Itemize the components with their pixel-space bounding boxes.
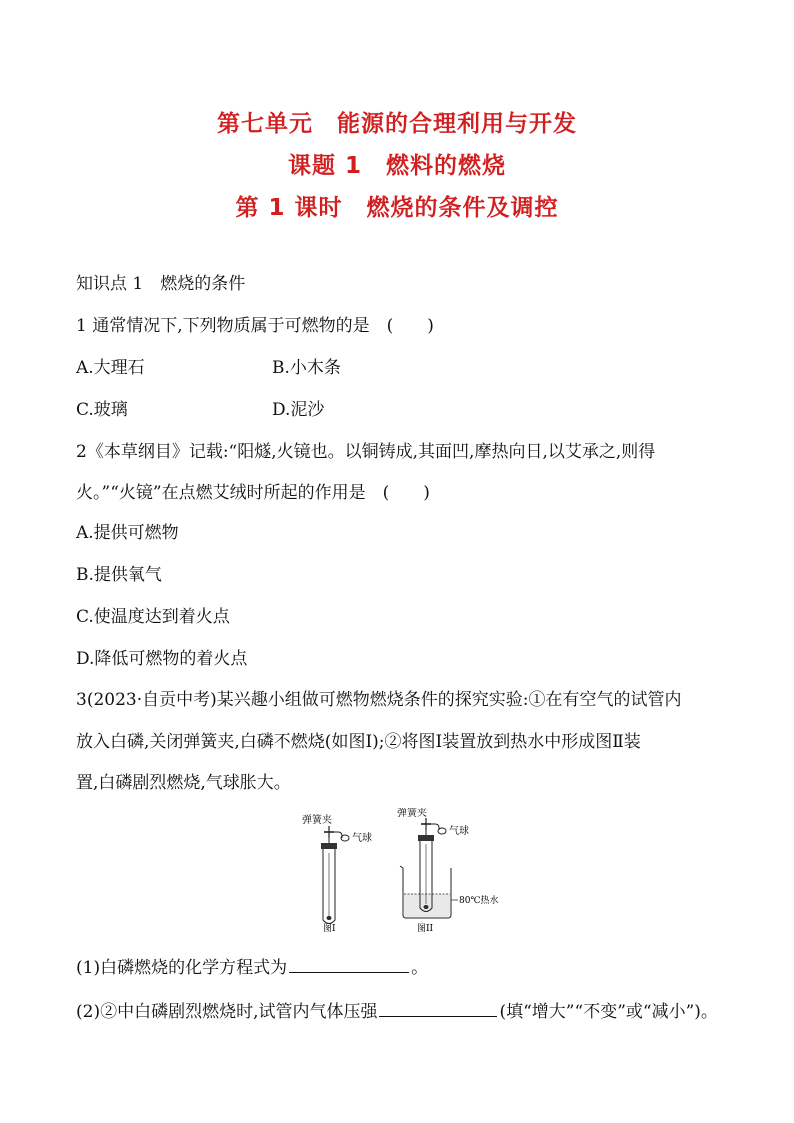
q2-stem-line1: 2《本草纲目》记载:“阳燧,火镜也。以铜铸成,其面凹,摩热向日,以艾承之,则得	[76, 442, 656, 462]
q3-sub1-end: 。	[411, 958, 429, 978]
q3-sub1-text: (1)白磷燃烧的化学方程式为	[76, 958, 288, 978]
fig2-clip-label: 弹簧夹	[397, 808, 427, 819]
q1-option-a: A.大理石	[76, 358, 145, 378]
fig1-balloon-label: 气球	[352, 833, 372, 844]
q3-sub2	[76, 1000, 718, 1024]
lesson-title: 课题 1 燃料的燃烧	[287, 153, 506, 179]
fig1-clip-label: 弹簧夹	[302, 815, 332, 826]
q3-sub1-answer-blank[interactable]	[289, 971, 409, 973]
fig2-caption: 图II	[417, 924, 434, 933]
q1-option-c: C.玻璃	[76, 400, 128, 420]
q3-sub2-answer-blank[interactable]	[379, 1015, 497, 1017]
q3-sub2-text: (2)②中白磷剧烈燃烧时,试管内气体压强	[76, 1002, 378, 1022]
fig2-balloon-label: 气球	[449, 826, 469, 837]
q1-option-b: B.小木条	[272, 358, 341, 378]
q1-stem: 1 通常情况下,下列物质属于可燃物的是 ( )	[76, 316, 434, 336]
q3-sub2-end: (填“增大”“不变”或“减小”)。	[499, 1002, 718, 1022]
q2-option-b: B.提供氧气	[76, 565, 162, 585]
section-label: 知识点 1 燃烧的条件	[76, 274, 246, 294]
q1-option-d: D.泥沙	[272, 400, 325, 420]
q3-stem-line1: 3(2023·自贡中考)某兴趣小组做可燃物燃烧条件的探究实验:①在有空气的试管内	[76, 690, 682, 710]
q2-option-d: D.降低可燃物的着火点	[76, 649, 248, 669]
figure-1-apparatus	[321, 826, 349, 924]
fig1-caption: 图I	[323, 924, 336, 933]
q3-stem-line2: 放入白磷,关闭弹簧夹,白磷不燃烧(如图Ⅰ);②将图Ⅰ装置放到热水中形成图Ⅱ装	[76, 732, 641, 752]
q2-option-a: A.提供可燃物	[76, 523, 179, 543]
q3-stem-line3: 置,白磷剧烈燃烧,气球胀大。	[76, 773, 291, 793]
q3-sub1	[76, 956, 428, 980]
q2-option-c: C.使温度达到着火点	[76, 607, 230, 627]
q2-stem-line2: 火。”“火镜”在点燃艾绒时所起的作用是 ( )	[76, 483, 430, 503]
experiment-figure	[300, 808, 500, 933]
period-title: 第 1 课时 燃烧的条件及调控	[235, 195, 559, 221]
unit-title: 第七单元 能源的合理利用与开发	[217, 111, 577, 137]
fig2-water-label: 80℃热水	[459, 896, 499, 906]
